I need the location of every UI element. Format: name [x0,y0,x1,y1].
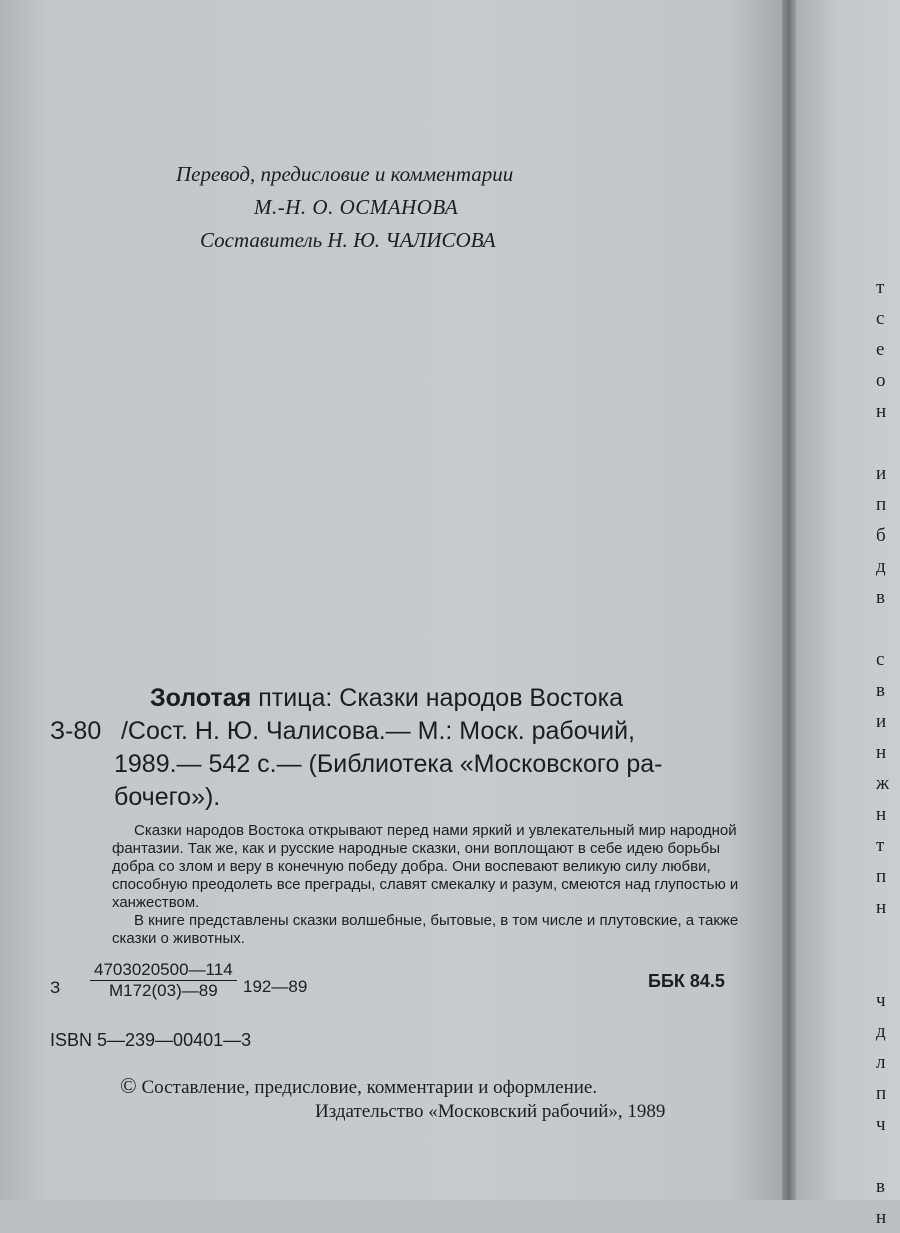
catalog-lead-letter: З [50,978,61,997]
adjacent-page-letter: п [876,494,887,515]
book-title-word: Золотая [150,684,252,712]
bib-line-2: /Сост. Н. Ю. Чалисова.— М.: Моск. рабочий, [120,717,636,745]
adjacent-page-letter: и [876,711,887,732]
adjacent-page-letter: о [876,370,886,391]
adjacent-page-letter: н [876,742,887,763]
adjacent-page-letter [876,427,900,458]
adjacent-page-letter: б [876,525,886,546]
adjacent-page-letter [876,613,900,644]
adjacent-page-letter [876,923,900,954]
credits-translation-line: Перевод, предисловие и комментарии [176,162,514,186]
adjacent-page-letter: н [876,804,887,825]
adjacent-page-letter: в [876,587,885,608]
adjacent-page-letter: с [876,649,885,670]
catalog-numerator: 4703020500—114 [90,960,237,981]
isbn: ISBN 5—239—00401—3 [50,1030,252,1050]
adjacent-page-letter: в [876,1176,885,1197]
author-index-mark: З-80 [50,717,102,745]
copyright-block [120,1074,665,1124]
adjacent-page-text-edge [876,272,900,1233]
adjacent-page-letter: в [876,680,885,701]
copyright-line-2: Издательство «Московский рабочий», 1989 [315,1101,666,1122]
adjacent-page-letter: с [876,308,885,329]
adjacent-page-letter: д [876,1021,886,1042]
adjacent-page-letter: н [876,401,887,422]
adjacent-page-letter: ж [876,773,890,794]
copyright-line-1: Составление, предисловие, комментарии и оформление. [141,1077,598,1098]
adjacent-page-letter: е [876,339,885,360]
adjacent-page-letter: д [876,556,886,577]
adjacent-page-letter [876,954,900,985]
adjacent-page-letter: ч [876,1114,886,1135]
annotation [112,822,752,948]
adjacent-page-letter: п [876,1083,887,1104]
bib-line-1: птица: Сказки народов Востока [258,684,623,712]
credits-translator-name: М.-Н. О. ОСМАНОВА [254,195,459,219]
credits-compiler-line: Составитель Н. Ю. ЧАЛИСОВА [200,228,496,252]
bib-line-3: 1989.— 542 с.— (Библиотека «Московского ра- [114,750,663,778]
copyright-icon: © [120,1073,137,1098]
annotation-paragraph-1: Сказки народов Востока открывают перед нами яркий и увлекательный мир народной фантазии. Так же, как и русские народные сказки, они воплощают в себе идею борьбы добра со злом и веру в конечную победу добра. Они воспевают великую силу любви, способную преодолеть все преграды, славят смекалку и разум, смеются над глупостью и ханжеством. [112,822,739,911]
adjacent-page-letter: ч [876,990,886,1011]
bibliographic-record [50,682,730,814]
bbk-code: ББК 84.5 [648,971,725,991]
adjacent-page-letter: и [876,463,887,484]
adjacent-page-letter: т [876,277,885,298]
adjacent-page-letter: п [876,866,887,887]
adjacent-page-letter: т [876,835,885,856]
adjacent-page-letter: н [876,1207,887,1228]
adjacent-page-letter: н [876,897,887,918]
adjacent-page-letter [876,1140,900,1171]
adjacent-page-letter: л [876,1052,886,1073]
catalog-code: 192—89 [243,977,308,996]
catalog-fraction [90,960,237,1001]
book-gutter [782,0,796,1200]
annotation-paragraph-2: В книге представлены сказки волшебные, бытовые, в том числе и плутовские, а также сказки о животных. [112,912,739,947]
bib-line-4: бочего»). [114,783,221,811]
credits-block [176,158,513,257]
catalog-denominator: М172(03)—89 [108,981,218,1000]
